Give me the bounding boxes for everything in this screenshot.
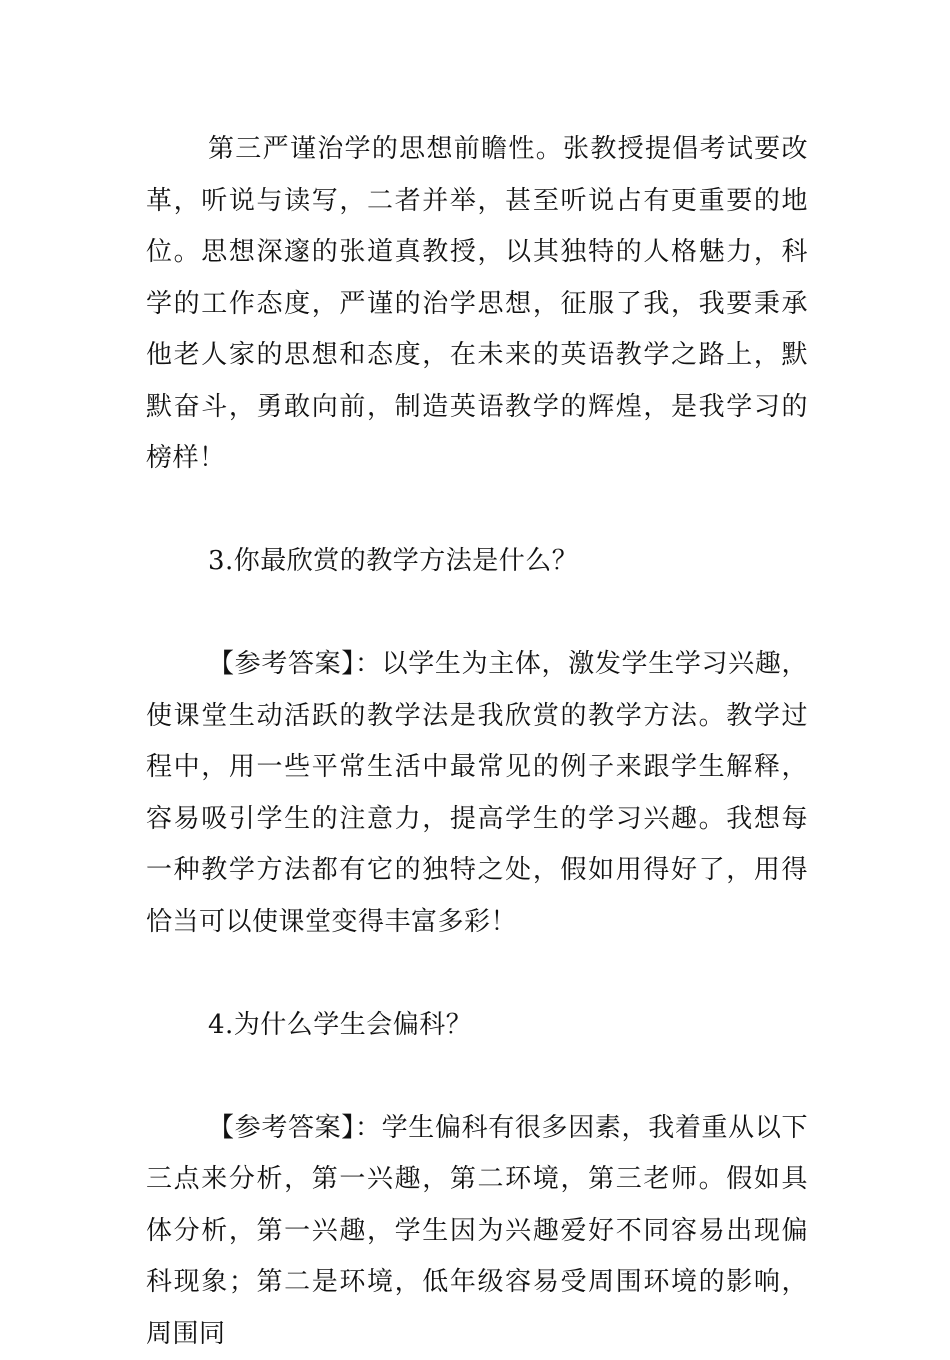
paragraph-gap [146,588,808,640]
document-page [146,124,808,1360]
paragraph-gap [146,485,808,537]
paragraph-gap [146,1051,808,1103]
answer-4: 【参考答案】：学生偏科有很多因素，我着重从以下三点来分析，第一兴趣，第二环境，第三老师。假如具体分析，第一兴趣，学生因为兴趣爱好不同容易出现偏科现象；第二是环境，低年级容易受周围环境的影响，周围同 [146,1103,808,1360]
question-4: 4.为什么学生会偏科？ [146,1000,808,1052]
paragraph-gap [146,948,808,1000]
question-3: 3.你最欣赏的教学方法是什么？ [146,536,808,588]
paragraph-intro: 第三严谨治学的思想前瞻性。张教授提倡考试要改革，听说与读写，二者并举，甚至听说占有更重要的地位。思想深邃的张道真教授，以其独特的人格魅力，科学的工作态度，严谨的治学思想，征服了我，我要秉承他老人家的思想和态度，在未来的英语教学之路上，默默奋斗，勇敢向前，制造英语教学的辉煌，是我学习的榜样！ [146,124,808,485]
answer-3: 【参考答案】：以学生为主体，激发学生学习兴趣，使课堂生动活跃的教学法是我欣赏的教学方法。教学过程中，用一些平常生活中最常见的例子来跟学生解释，容易吸引学生的注意力，提高学生的学习兴趣。我想每一种教学方法都有它的独特之处，假如用得好了，用得恰当可以使课堂变得丰富多彩！ [146,639,808,948]
